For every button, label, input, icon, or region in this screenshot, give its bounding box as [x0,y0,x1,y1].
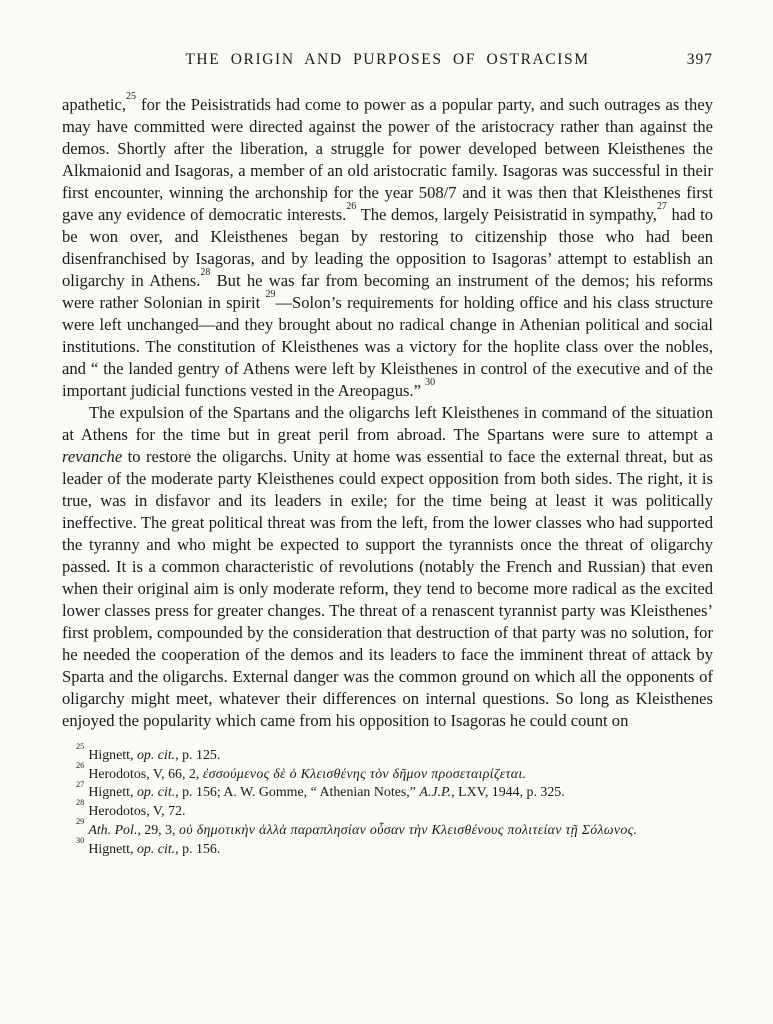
text-run: Herodotos, V, 72. [88,804,186,820]
text-run: But he was far from becoming an instrument of the demos; his reforms were rather Solonian in spirit [62,271,713,312]
footnote [62,798,713,822]
text-run: The expulsion of the Spartans and the oligarchs left Kleisthenes in command of the situation at Athens for the time but in great peril from abroad. The Spartans were sure to attempt a [62,403,713,444]
footnote-number: 29 [76,817,85,827]
footnote [62,835,713,860]
footnote-ref: 30 [425,376,436,388]
text-run: , p. 125. [175,748,221,763]
text-run: op. cit. [136,748,176,763]
text-run: revanche [62,447,123,466]
page-content [62,51,713,859]
paragraph [62,402,713,732]
paragraph [62,90,713,402]
footnote-ref: 27 [656,200,667,212]
footnote-number: 30 [76,835,85,845]
text-run: for the Peisistratids had come to power as a popular party, and such outrages as they may have committed were directed against the power of the aristocracy rather than against the demos. Shortly after the liberation, a struggle for power developed between Kleisthenes the Alkmaionid and Isagoras, a member of an old aristocratic family. Isagoras was successful in their first encounter, winning the archonship for the year 508/7 and it was then that Kleisthenes first gave any evidence of democratic interests. [62,95,713,224]
text-run: op. cit. [136,785,176,801]
footnotes [62,742,713,859]
page-number: 397 [686,51,713,68]
text-run: —Solon’s requirements for holding office and his class structure were left unchanged—and they brought about no radical change in Athenian political and social institutions. The constitution of Kleisthenes was a victory for the hoplite class over the nobles, and “ the landed gentry of Athens were left by Kleisthenes in control of the executive and of the important judicial functions vested in the Areopagus.” [62,293,713,400]
text-run: to restore the oligarchs. Unity at home was essential to face the external threat, but as leader of the moderate party Kleisthenes could expect opposition from both sides. The right, it is true, was in disfavor and its leaders in exile; for the time being at least it was politically ineffective. The great political threat was from the left, from the lower classes who had supported the tyranny and who might be expected to support the tyrannists once the threat of oligarchy passed. It is a common characteristic of revolutions (notably the French and Russian) that even when their original aim is only moderate reform, they tend to become more radical as the excited lower classes press for greater changes. The threat of a renascent tyrannist party was Kleisthenes’ first problem, compounded by the consideration that destruction of that party was no solution, for he needed the cooperation of the demos and its leaders to face the imminent threat of attack by Sparta and the oligarchs. External danger was the common ground on which all the opponents of oligarchy might meet, whatever their differences on internal questions. So long as Kleisthenes enjoyed the popularity which came from his opposition to Isagoras he could count on [62,447,713,730]
running-head: THE ORIGIN AND PURPOSES OF OSTRACISM [185,51,590,68]
text-run: Hignett, [88,748,137,763]
text-run: A.J.P. [419,785,452,801]
footnote [62,817,713,841]
footnote [62,742,713,766]
text-run: Herodotos, V, 66, 2, [88,766,203,782]
footnote-number: 27 [76,779,85,789]
text-run: , p. 156. [175,841,221,857]
footnote-ref: 28 [200,266,211,278]
footnote-ref: 25 [126,90,136,102]
text-run: had to be won over, and Kleisthenes began by restoring to citizenship those who had been disenfranchised by Isagoras, and by leading the opposition to Isagoras’ attempt to establish an oligarchy in Athens. [62,205,713,290]
text-run: , LXV, 1944, p. 325. [451,785,565,801]
footnote-number: 28 [76,798,85,808]
footnote-ref: 26 [346,200,357,212]
footnote [62,779,713,803]
article-body [62,90,713,732]
text-run: apathetic, [62,95,127,114]
footnote-number: 25 [76,742,85,752]
footnote-ref: 29 [265,288,276,300]
page-header [62,51,713,73]
text-run: The demos, largely Peisistratid in sympathy, [356,205,657,224]
text-run: Hignett, [88,785,137,801]
greek-text-run: ἐσσούμενος δὲ ὁ Κλεισθένης τὸν δῆμον προσεταιρίζεται. [202,766,527,782]
text-run: Ath. Pol. [88,822,138,838]
text-run: , 29, 3, [137,822,179,838]
footnote-number: 26 [76,761,85,771]
text-run: Hignett, [88,841,137,857]
text-run: , p. 156; A. W. Gomme, “ Athenian Notes,” [175,785,420,801]
footnote [62,761,713,785]
text-run: op. cit. [136,841,176,857]
greek-text-run: οὐ δημοτικὴν ἀλλὰ παραπλησίαν οὖσαν τὴν Κλεισθένους πολιτείαν τῇ Σόλωνος. [179,822,638,838]
